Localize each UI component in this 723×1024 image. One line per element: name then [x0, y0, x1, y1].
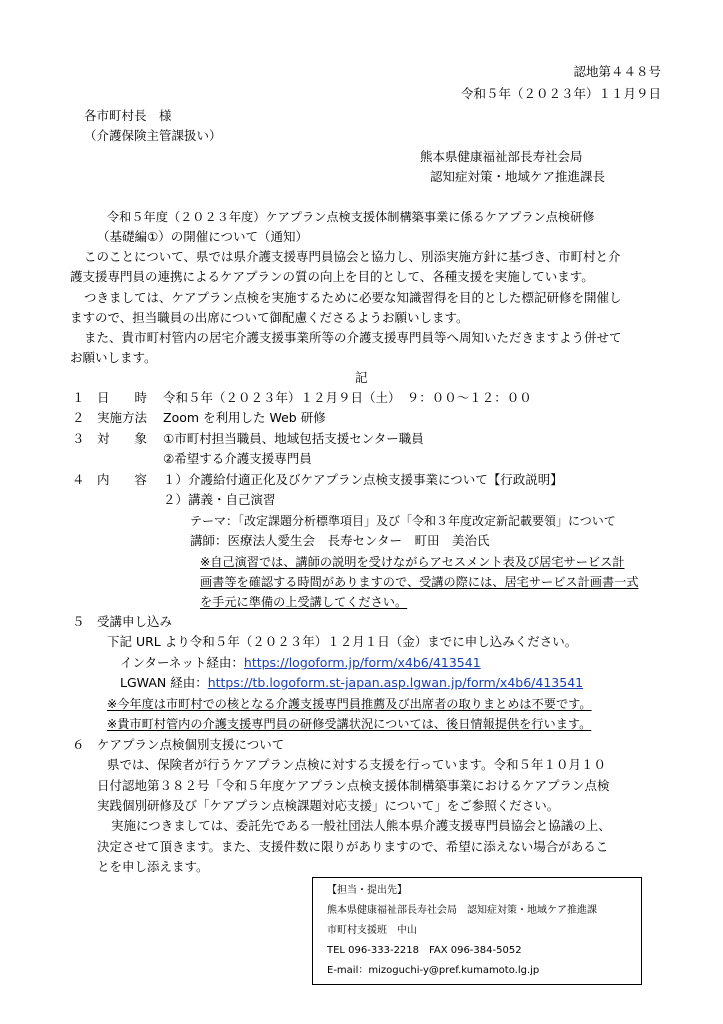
item-6-paragraph-1-line2: 日付認地第３８２号「令和５年度ケアプラン点検支援体制構築事業におけるケアプラン点検 — [97, 778, 610, 793]
item-6-paragraph-2-line1: 実施につきましては、委託先である一般社団法人熊本県介護支援専門員協会と協議の上、 — [111, 818, 611, 833]
internet-url-label: インターネット経由： — [120, 655, 244, 670]
paragraph-2-line2: ますので、担当職員の出席について御配慮くださるようお願いします。 — [70, 310, 469, 325]
item-6-paragraph-1-line1: 県では、保険者が行うケアプラン点検に対する支援を行っています。令和５年１０月１０ — [107, 757, 607, 772]
document-title-line1: 令和５年度（２０２３年度）ケアプラン点検支援体制構築事業に係るケアプラン点検研修 — [107, 210, 595, 224]
item-4-number: ４ — [72, 472, 85, 487]
paragraph-2-line1: つきましては、ケアプラン点検を実施するために必要な知識習得を目的とした標記研修を開催し — [84, 290, 622, 305]
paragraph-1-line2: 護支援専門員の連携によるケアプランの質の向上を目的として、各種支援を実施しています。 — [70, 269, 594, 284]
ki-heading: 記 — [355, 370, 368, 385]
document-date: 令和５年（２０２３年）１１月９日 — [460, 86, 661, 101]
contact-heading: 【担当・提出先】 — [327, 885, 407, 896]
internet-url-row — [120, 655, 481, 671]
lgwan-url-link[interactable]: https://tb.logoform.st-japan.asp.lgwan.jp/form/x4b6/413541 — [207, 675, 584, 690]
document-title-line2: （基礎編①）の開催について（通知） — [97, 229, 308, 244]
item-4-lecturer: 講師：医療法人愛生会 長寿センター 町田 美治氏 — [190, 533, 490, 548]
contact-phone-fax: TEL 096-333-2218 FAX 096-384-5052 — [327, 945, 522, 956]
paragraph-3-line1: また、貴市町村管内の居宅介護支援事業所等の介護支援専門員等へ周知いただきますよう併せて — [84, 330, 622, 345]
item-5-note-2: ※貴市町村管内の介護支援専門員の研修受講状況については、後日情報提供を行います。 — [107, 717, 592, 731]
item-5-text: 下記 URL より令和５年（２０２３年）１２月１日（金）までに申し込みください。 — [107, 634, 578, 649]
contact-box — [312, 877, 642, 985]
item-4-sub-2: ２）講義・自己演習 — [163, 492, 276, 507]
item-5-note-1: ※今年度は市町村での核となる介護支援専門員推薦及び出席者の取りまとめは不要です。 — [107, 697, 592, 711]
item-3-value-2: ②希望する介護支援専門員 — [163, 451, 312, 466]
contact-section: 市町村支援班 中山 — [327, 925, 417, 936]
paragraph-1-line1: このことについて、県では県介護支援専門員協会と協力し、別添実施方針に基づき、市町村と介 — [84, 249, 621, 264]
item-2-value: Zoom を利用した Web 研修 — [163, 410, 326, 425]
item-5-number: ５ — [72, 614, 85, 629]
item-6-label: ケアプラン点検個別支援について — [97, 737, 285, 752]
item-3-label: 対 象 — [97, 431, 148, 446]
paragraph-3-line2: お願いします。 — [70, 350, 157, 365]
item-4-note-line1: ※自己演習では、講師の説明を受けながらアセスメント表及び居宅サービス計 — [200, 555, 625, 569]
item-2-label: 実施方法 — [97, 410, 148, 425]
item-5-label: 受講申し込み — [97, 614, 173, 629]
item-3-value-1: ①市町村担当職員、地域包括支援センター職員 — [163, 431, 424, 446]
lgwan-url-label: LGWAN 経由： — [120, 675, 208, 690]
item-6-paragraph-2-line3: とを申し添えます。 — [97, 859, 209, 874]
contact-organization: 熊本県健康福祉部長寿社会局 認知症対策・地域ケア推進課 — [327, 905, 597, 916]
addressee: 各市町村長 様 — [84, 108, 172, 123]
item-4-note-line3: を手元に準備の上受講してください。 — [200, 595, 408, 609]
addressee-note: （介護保険主管課扱い） — [84, 128, 222, 143]
sender-organization: 熊本県健康福祉部長寿社会局 — [420, 149, 583, 164]
item-3-number: ３ — [72, 431, 85, 446]
item-4-note-line2: 画書等を確認する時間がありますので、受講の際には、居宅サービス計画書一式 — [200, 575, 639, 589]
item-6-paragraph-1-line3: 実践個別研修及び「ケアプラン点検課題対応支援」について」をご参照ください。 — [97, 798, 560, 813]
internet-url-link[interactable]: https://logoform.jp/form/x4b6/413541 — [243, 655, 481, 670]
item-6-number: ６ — [72, 737, 85, 752]
item-4-label: 内 容 — [97, 472, 148, 487]
item-1-number: １ — [72, 390, 85, 405]
item-2-number: ２ — [72, 410, 85, 425]
sender-title: 認知症対策・地域ケア推進課長 — [430, 169, 606, 184]
item-4-sub-1: １）介護給付適正化及びケアプラン点検支援事業について【行政説明】 — [163, 472, 563, 487]
item-1-label: 日 時 — [97, 390, 148, 405]
item-6-paragraph-2-line2: 決定させて頂きます。また、支援件数に限りがありますので、希望に添えない場合があるこ — [97, 839, 609, 854]
item-1-value: 令和５年（２０２３年）１２月９日（土） ９：００～１２：００ — [163, 390, 532, 405]
document-number: 認地第４４８号 — [573, 64, 661, 79]
item-4-theme: テーマ：「改定課題分析標準項目」及び「令和３年度改定新記載要領」について — [190, 514, 616, 528]
lgwan-url-row — [120, 675, 583, 691]
contact-email: E-mail：mizoguchi-y@pref.kumamoto.lg.jp — [327, 965, 540, 976]
